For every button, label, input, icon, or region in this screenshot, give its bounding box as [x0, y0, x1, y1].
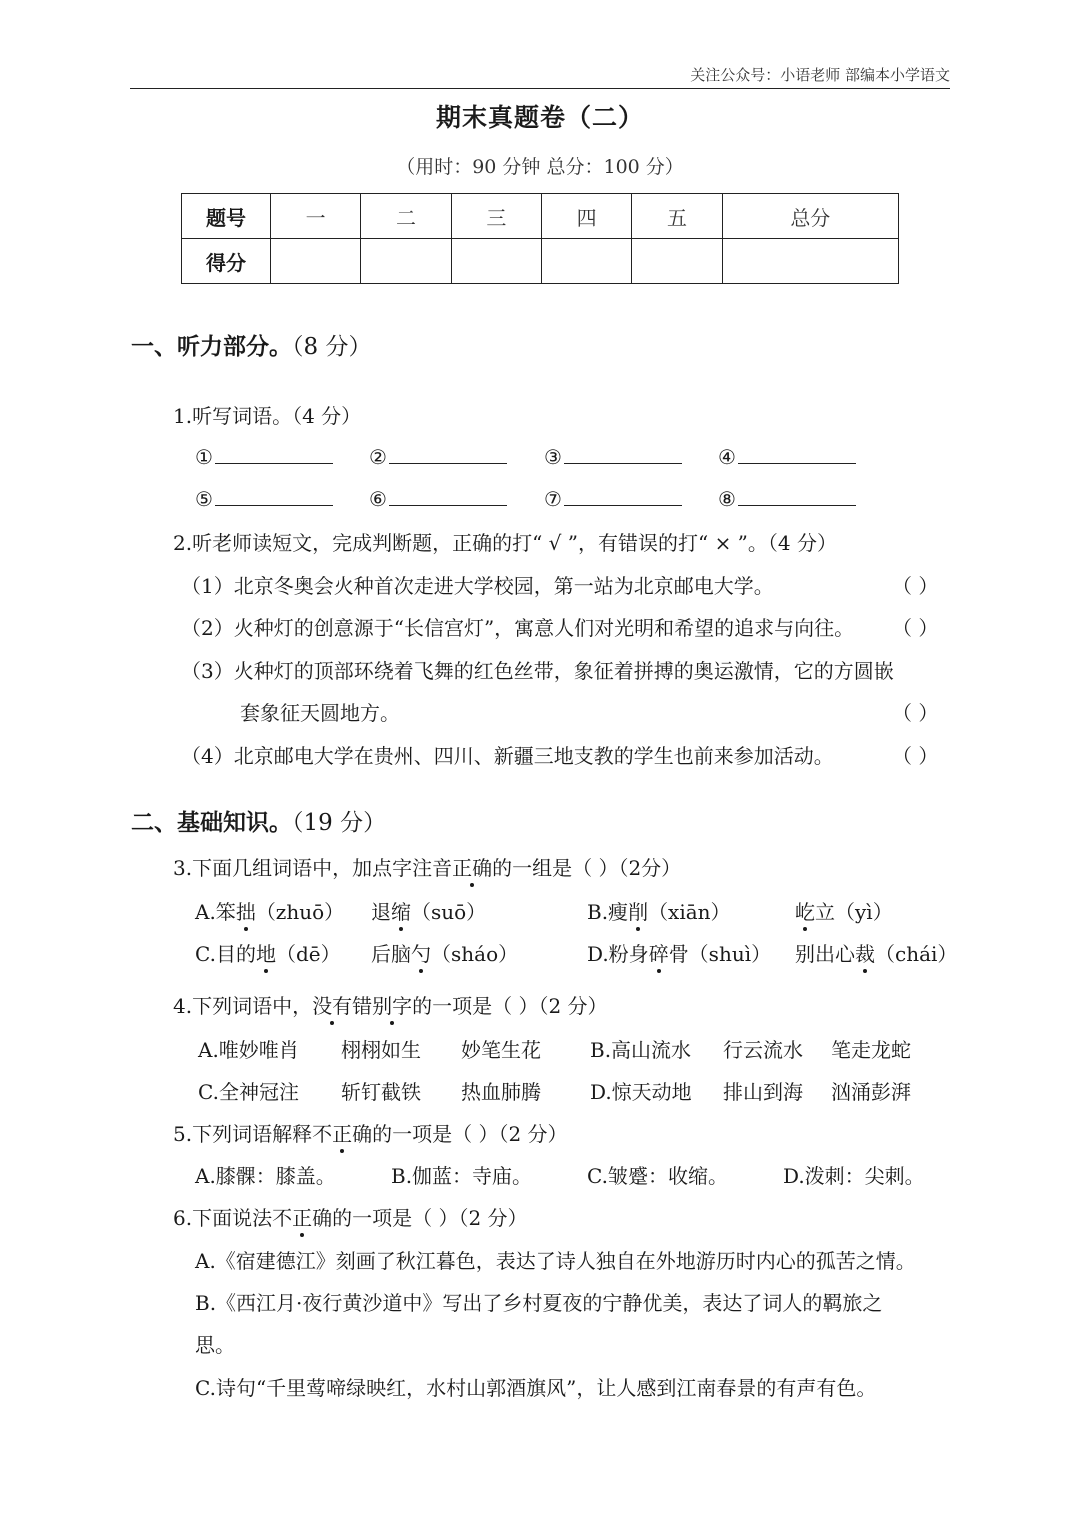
q4-prompt-mid: 错: [352, 994, 373, 1018]
q5-option-a[interactable]: A.膝髁：膝盖。: [195, 1164, 336, 1188]
q5-option-d[interactable]: D.泼刺：尖刺。: [783, 1164, 925, 1188]
q4-option-b[interactable]: B.高山流水: [590, 1038, 692, 1062]
pinyin: 立（yì）: [815, 900, 893, 924]
score-table: [181, 193, 899, 284]
blank-line: [738, 485, 856, 506]
option-text: 后脑: [371, 942, 411, 966]
q4-word: 行云流水: [723, 1038, 803, 1062]
section1-title: 一、听力部分。: [131, 333, 292, 360]
pinyin: （suō）: [411, 900, 487, 924]
score-col-5: 五: [632, 194, 722, 239]
dotted-char: 缩: [391, 896, 411, 925]
blank-line: [738, 443, 856, 464]
q2-answer-paren-1[interactable]: （ ）: [892, 574, 939, 598]
option-text: C.目的: [195, 942, 256, 966]
blank-marker: ②: [369, 445, 387, 469]
dictation-blank-7[interactable]: [544, 485, 682, 511]
q3-option-d1[interactable]: [587, 938, 771, 967]
q4-word: 排山到海: [723, 1080, 803, 1104]
q2-item-1: （1）北京冬奥会火种首次走进大学校园，第一站为北京邮电大学。: [181, 574, 774, 598]
section2-title: 二、基础知识。: [131, 809, 292, 836]
q2-prompt: 2.听老师读短文，完成判断题，正确的打“ √ ”，有错误的打“ × ”。（4 分）: [173, 531, 837, 555]
q4-word: 汹涌彭湃: [831, 1080, 911, 1104]
dotted-char: 拙: [236, 896, 256, 925]
q3-option-c2: [371, 938, 518, 967]
q6-prompt-post: 的一项是（ ）（2 分）: [332, 1206, 528, 1230]
dictation-blank-8[interactable]: [718, 485, 856, 511]
dotted-char: 碎: [649, 938, 669, 967]
blank-marker: ⑥: [369, 487, 387, 511]
q2-item-3-cont: 套象征天圆地方。: [240, 701, 400, 725]
dictation-blank-4[interactable]: [718, 443, 856, 469]
q4-emphasis-2: 别字: [372, 990, 412, 1019]
dotted-char: 削: [628, 896, 648, 925]
q3-prompt: [173, 852, 681, 881]
q2-answer-paren-2[interactable]: （ ）: [892, 616, 939, 640]
q6-emphasis: 不正确: [272, 1202, 332, 1231]
section2-points: （19 分）: [292, 810, 387, 836]
q6-prompt-pre: 6.下面说法: [173, 1206, 273, 1230]
dotted-char: 屹: [795, 896, 815, 925]
score-table-row2-label: 得分: [182, 239, 271, 284]
section2-heading: [131, 804, 386, 837]
blank-line: [389, 443, 507, 464]
blank-marker: ⑤: [195, 487, 213, 511]
option-text: 别出心: [795, 942, 855, 966]
option-text: A.笨: [195, 900, 236, 924]
score-cell-4[interactable]: [541, 239, 631, 284]
score-cell-3[interactable]: [451, 239, 541, 284]
score-cell-2[interactable]: [361, 239, 451, 284]
blank-marker: ③: [544, 445, 562, 469]
page-title: 期末真题卷（二）: [435, 103, 644, 132]
blank-marker: ⑧: [718, 487, 736, 511]
score-cell-5[interactable]: [632, 239, 722, 284]
score-col-4: 四: [541, 194, 631, 239]
q4-word: 妙笔生花: [461, 1038, 541, 1062]
q5-option-b[interactable]: B.伽蓝：寺庙。: [391, 1164, 533, 1188]
score-cell-1[interactable]: [271, 239, 361, 284]
pinyin: （sháo）: [431, 942, 519, 966]
blank-marker: ④: [718, 445, 736, 469]
q4-option-a[interactable]: A.唯妙唯肖: [198, 1038, 299, 1062]
score-col-3: 三: [451, 194, 541, 239]
q2-item-3: （3）火种灯的顶部环绕着飞舞的红色丝带，象征着拼搏的奥运激情，它的方圆嵌: [181, 659, 894, 683]
pinyin: （dē）: [275, 942, 341, 966]
score-table-row1-label: 题号: [182, 194, 271, 239]
dictation-blank-5[interactable]: [195, 485, 333, 511]
blank-marker: ⑦: [544, 487, 562, 511]
dictation-blank-3[interactable]: [544, 443, 682, 469]
q6-option-b-cont: 思。: [195, 1333, 235, 1357]
q3-option-b2: [795, 896, 893, 925]
option-text: D.粉身: [587, 942, 649, 966]
q5-emphasis: 不正确: [312, 1118, 372, 1147]
q4-prompt-pre: 4.下列词语中，: [173, 994, 313, 1018]
q2-answer-paren-4[interactable]: （ ）: [892, 744, 939, 768]
q3-option-a1[interactable]: [195, 896, 344, 925]
dotted-char: 裁: [855, 938, 875, 967]
option-text: 退: [371, 900, 391, 924]
q2-item-2: （2）火种灯的创意源于“长信宫灯”，寓意人们对光明和希望的追求与向往。: [181, 616, 855, 640]
q4-emphasis-1: 没有: [312, 990, 352, 1019]
q3-emphasis-text: 正确: [452, 852, 492, 881]
q6-option-c[interactable]: C.诗句“千里莺啼绿映红，水村山郭酒旗风”，让人感到江南春景的有声有色。: [195, 1376, 877, 1400]
blank-line: [564, 485, 682, 506]
dictation-blank-1[interactable]: [195, 443, 333, 469]
score-table-header-row: [182, 194, 899, 239]
q3-option-c1[interactable]: [195, 938, 341, 967]
q3-option-b1[interactable]: [587, 896, 731, 925]
q4-word: 热血肺腾: [461, 1080, 541, 1104]
header-rule: [130, 88, 950, 89]
score-col-1: 一: [271, 194, 361, 239]
score-table-score-row: [182, 239, 899, 284]
q5-prompt: [173, 1118, 568, 1147]
q4-prompt: [173, 990, 608, 1019]
option-text: B.瘦: [587, 900, 629, 924]
blank-line: [215, 485, 333, 506]
score-cell-total[interactable]: [722, 239, 898, 284]
q6-prompt: [173, 1202, 528, 1231]
q6-option-b[interactable]: B.《西江月·夜行黄沙道中》写出了乡村夏夜的宁静优美，表达了词人的羁旅之: [195, 1291, 883, 1315]
pinyin: （zhuō）: [255, 900, 345, 924]
q4-word: 笔走龙蛇: [831, 1038, 911, 1062]
dictation-blank-2[interactable]: [369, 443, 507, 469]
blank-marker: ①: [195, 445, 213, 469]
q4-prompt-post: 的一项是（ ）（2 分）: [412, 994, 608, 1018]
q3-prompt-post: 的一组是（ ）（2分）: [492, 856, 682, 880]
score-col-total: 总分: [722, 194, 898, 239]
q1-prompt: 1.听写词语。（4 分）: [173, 404, 362, 428]
score-col-2: 二: [361, 194, 451, 239]
q4-word: 栩栩如生: [341, 1038, 421, 1062]
q2-answer-paren-3[interactable]: （ ）: [892, 701, 939, 725]
q3-option-a2: [371, 896, 486, 925]
q3-prompt-pre: 3.下面几组词语中，加点字注音: [173, 856, 453, 880]
pinyin: （xiān）: [648, 900, 731, 924]
dotted-char: 勺: [411, 938, 431, 967]
q5-prompt-post: 的一项是（ ）（2 分）: [372, 1122, 568, 1146]
q3-option-d2: [795, 938, 957, 967]
q5-prompt-pre: 5.下列词语解释: [173, 1122, 313, 1146]
q3-prompt-emphasis: [452, 856, 492, 880]
blank-line: [389, 485, 507, 506]
q5-option-c[interactable]: C.皱蹙：收缩。: [587, 1164, 728, 1188]
blank-line: [215, 443, 333, 464]
q6-option-a[interactable]: A.《宿建德江》刻画了秋江暮色，表达了诗人独自在外地游历时内心的孤苦之情。: [195, 1249, 916, 1273]
q2-item-4: （4）北京邮电大学在贵州、四川、新疆三地支教的学生也前来参加活动。: [181, 744, 834, 768]
pinyin: （chái）: [875, 942, 958, 966]
dotted-char: 地: [256, 938, 276, 967]
dictation-blank-6[interactable]: [369, 485, 507, 511]
q4-option-c[interactable]: C.全神冠注: [198, 1080, 299, 1104]
section1-heading: [131, 328, 371, 361]
q4-word: 斩钉截铁: [341, 1080, 421, 1104]
section1-points: （8 分）: [292, 334, 372, 360]
pinyin: 骨（shuì）: [668, 942, 772, 966]
blank-line: [564, 443, 682, 464]
q4-option-d[interactable]: D.惊天动地: [590, 1080, 692, 1104]
time-score-info: （用时：90 分钟 总分：100 分）: [396, 156, 684, 178]
header-note: 关注公众号：小语老师 部编本小学语文: [690, 66, 950, 84]
